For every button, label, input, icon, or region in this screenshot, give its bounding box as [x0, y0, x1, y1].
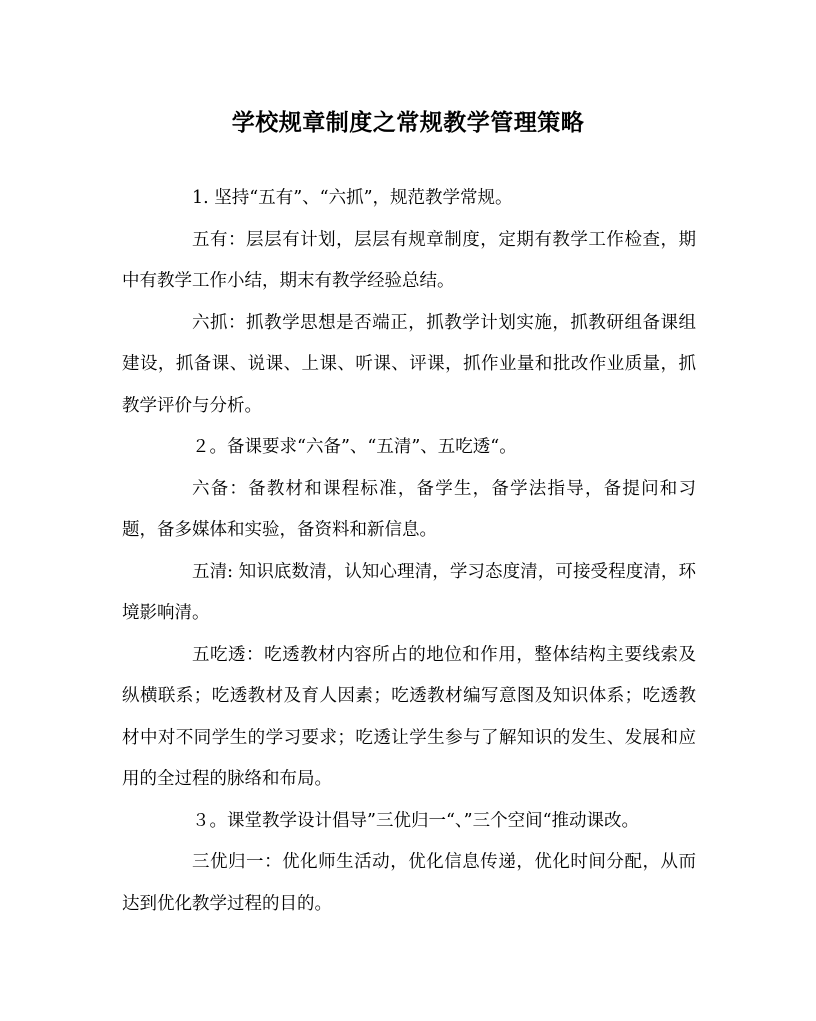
paragraph-six-prepare: 六备：备教材和课程标准，备学生，备学法指导，备提问和习题，备多媒体和实验，备资料和新信息。 — [122, 478, 696, 540]
paragraph-five-clear: 五清: 知识底数清，认知心理清，学习态度清，可接受程度清，环境影响清。 — [122, 561, 696, 623]
document-title: 学校规章制度之常规教学管理策略 — [231, 109, 585, 136]
paragraph-classroom-design-heading: ３。课堂教学设计倡导”三优归一“、”三个空间“推动课改。 — [192, 810, 640, 831]
paragraph-five-six-heading: 1. 坚持“五有”、“六抓”，规范教学常规。 — [192, 188, 513, 208]
paragraph-five-master: 五吃透：吃透教材内容所占的地位和作用，整体结构主要线索及纵横联系；吃透教材及育人因素；吃透教材编写意图及知识体系；吃透教材中对不同学生的学习要求；吃透让学生参与了解知识的发生、发展和应用的全过程的脉络和布局。 — [122, 644, 696, 789]
paragraph-six-grasp: 六抓：抓教学思想是否端正，抓教学计划实施，抓教研组备课组建设，抓备课、说课、上课、听课、评课，抓作业量和批改作业质量，抓教学评价与分析。 — [122, 312, 696, 416]
paragraph-five-have: 五有：层层有计划，层层有规章制度，定期有教学工作检查，期中有教学工作小结，期末有教学经验总结。 — [122, 229, 696, 291]
paragraph-lesson-prep-heading: ２。备课要求“六备”、“五清”、五吃透“。 — [192, 437, 517, 457]
paragraph-three-optimize: 三优归一：优化师生活动，优化信息传递，优化时间分配，从而达到优化教学过程的目的。 — [122, 852, 696, 914]
document-body — [122, 178, 696, 925]
